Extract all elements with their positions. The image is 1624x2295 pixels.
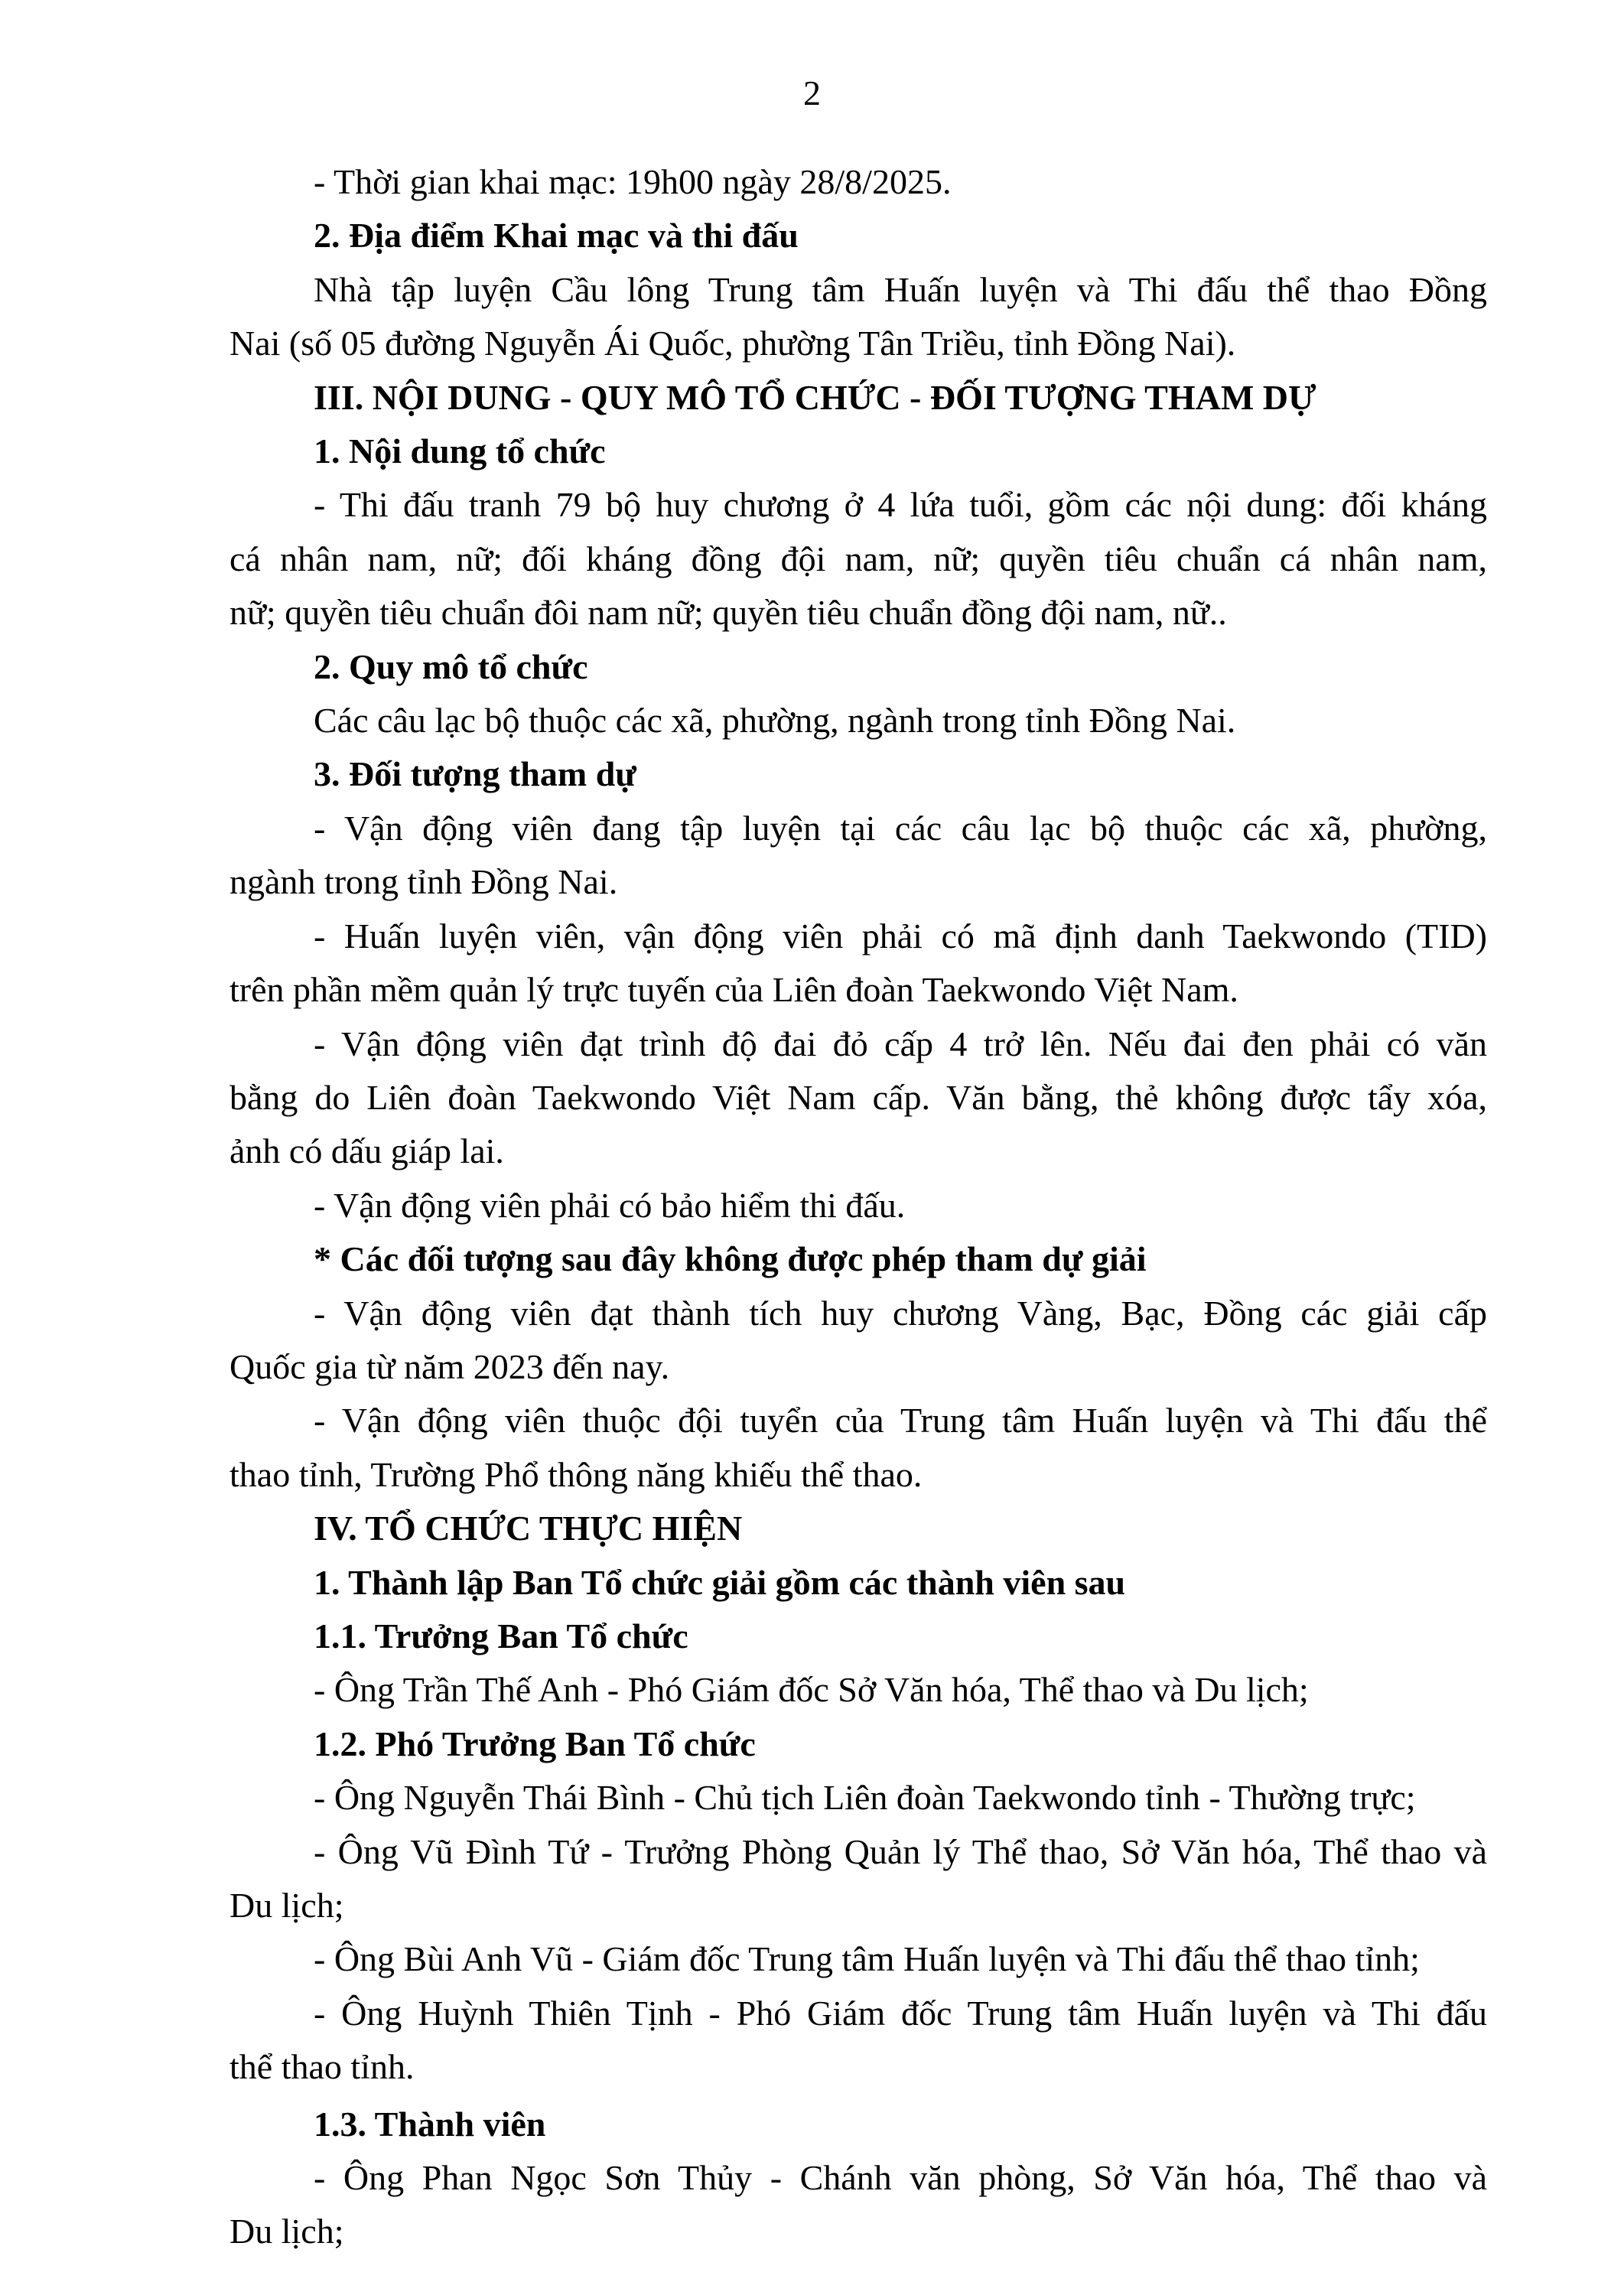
content-text-line-2: cá nhân nam, nữ; đối kháng đồng đội nam, nữ; quyền tiêu chuẩn cá nhân nam,: [229, 539, 1487, 578]
organizing-committee-heading: 1. Thành lập Ban Tổ chức giải gồm các thành viên sau: [314, 1562, 1126, 1602]
excluded-text-1a: - Vận động viên đạt thành tích huy chương Vàng, Bạc, Đồng các giải cấp: [314, 1293, 1487, 1333]
deputy-member-4b: thể thao tỉnh.: [229, 2047, 415, 2087]
participants-text-3a: - Vận động viên đạt trình độ đai đỏ cấp 4 trở lên. Nếu đai đen phải có văn: [314, 1024, 1487, 1063]
participants-text-3b: bằng do Liên đoàn Taekwondo Việt Nam cấp. Văn bằng, thẻ không được tẩy xóa,: [229, 1077, 1487, 1117]
excluded-heading: * Các đối tượng sau đây không được phép tham dự giải: [314, 1239, 1147, 1279]
section-iii-heading: III. NỘI DUNG - QUY MÔ TỔ CHỨC - ĐỐI TƯỢNG THAM DỰ: [314, 377, 1316, 417]
venue-text-line-1: Nhà tập luyện Cầu lông Trung tâm Huấn luyện và Thi đấu thể thao Đồng: [314, 269, 1487, 309]
head-of-committee-heading: 1.1. Trưởng Ban Tổ chức: [314, 1616, 688, 1655]
document-body: [229, 155, 1487, 2259]
participants-text-4: - Vận động viên phải có bảo hiểm thi đấu.: [314, 1185, 906, 1225]
section-iv-heading: IV. TỔ CHỨC THỰC HIỆN: [314, 1509, 743, 1548]
deputy-member-2a: - Ông Vũ Đình Tứ - Trưởng Phòng Quản lý Thể thao, Sở Văn hóa, Thể thao và: [314, 1831, 1487, 1871]
deputy-member-3: - Ông Bùi Anh Vũ - Giám đốc Trung tâm Huấn luyện và Thi đấu thể thao tỉnh;: [314, 1939, 1420, 1979]
excluded-text-2a: - Vận động viên thuộc đội tuyển của Trung tâm Huấn luyện và Thi đấu thể: [314, 1401, 1487, 1440]
participants-text-3c: ảnh có dấu giáp lai.: [229, 1131, 504, 1171]
deputy-heads-heading: 1.2. Phó Trưởng Ban Tổ chức: [314, 1724, 756, 1763]
content-text-line-3: nữ; quyền tiêu chuẩn đôi nam nữ; quyền tiêu chuẩn đồng đội nam, nữ..: [229, 593, 1227, 633]
deputy-member-2b: Du lịch;: [229, 1886, 344, 1925]
deputy-member-4a: - Ông Huỳnh Thiên Tịnh - Phó Giám đốc Trung tâm Huấn luyện và Thi đấu: [314, 1993, 1487, 2033]
opening-time-line: - Thời gian khai mạc: 19h00 ngày 28/8/2025.: [314, 162, 952, 201]
excluded-text-1b: Quốc gia từ năm 2023 đến nay.: [229, 1346, 670, 1386]
excluded-text-2b: thao tỉnh, Trường Phổ thông năng khiếu thể thao.: [229, 1454, 923, 1494]
content-heading: 1. Nội dung tổ chức: [314, 431, 606, 471]
head-of-committee-member: - Ông Trần Thế Anh - Phó Giám đốc Sở Văn hóa, Thể thao và Du lịch;: [314, 1670, 1309, 1710]
page-number: 2: [803, 73, 821, 112]
member-1a: - Ông Phan Ngọc Sơn Thủy - Chánh văn phòng, Sở Văn hóa, Thể thao và: [314, 2158, 1487, 2198]
participants-text-1b: ngành trong tỉnh Đồng Nai.: [229, 862, 618, 902]
participants-text-2a: - Huấn luyện viên, vận động viên phải có mã định danh Taekwondo (TID): [314, 916, 1487, 955]
deputy-member-1: - Ông Nguyễn Thái Bình - Chủ tịch Liên đoàn Taekwondo tỉnh - Thường trực;: [314, 1778, 1416, 1818]
scale-text: Các câu lạc bộ thuộc các xã, phường, ngành trong tỉnh Đồng Nai.: [314, 701, 1236, 741]
participants-heading: 3. Đối tượng tham dự: [314, 754, 636, 794]
scale-heading: 2. Quy mô tổ chức: [314, 646, 588, 686]
venue-text-line-2: Nai (số 05 đường Nguyễn Ái Quốc, phường Tân Triều, tỉnh Đồng Nai).: [229, 324, 1236, 363]
members-heading: 1.3. Thành viên: [314, 2104, 546, 2144]
participants-text-2b: trên phần mềm quản lý trực tuyến của Liên đoàn Taekwondo Việt Nam.: [229, 970, 1238, 1010]
venue-heading: 2. Địa điểm Khai mạc và thi đấu: [314, 216, 799, 256]
content-text-line-1: - Thi đấu tranh 79 bộ huy chương ở 4 lứa tuổi, gồm các nội dung: đối kháng: [314, 485, 1487, 525]
participants-text-1a: - Vận động viên đang tập luyện tại các câu lạc bộ thuộc các xã, phường,: [314, 808, 1487, 848]
member-1b: Du lịch;: [229, 2212, 344, 2251]
